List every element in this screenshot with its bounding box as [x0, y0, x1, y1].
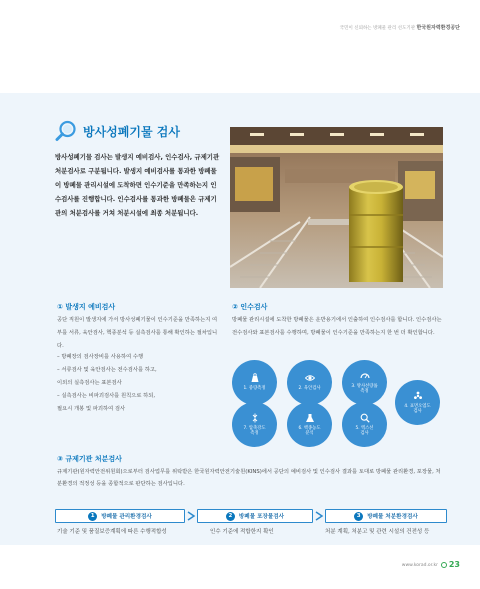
process-step-1 — [232, 360, 277, 405]
process-step-label: 2. 육안검사 — [298, 386, 321, 392]
gauge-icon — [360, 371, 370, 381]
facility-photo — [230, 127, 443, 288]
section3-heading: ③ 규제기관 처분검사 — [57, 455, 122, 463]
process-step-4 — [395, 380, 440, 425]
section1-heading: ① 발생지 예비검사 — [57, 303, 116, 311]
scale-icon — [250, 373, 260, 383]
section3-text: 규제기관(원자력안전위원회)으로부터 검사업무를 위탁받은 한국원자력안전기술원(KINS)에서 공단의 예비검사 및 인수검사 결과를 토대로 방폐물 관리환경, 포장물, 처분환경의 적정성 등을 종합적으로 판단하는 검사입니다. — [57, 469, 441, 487]
tagline-org: 한국원자력환경공단 — [416, 25, 460, 31]
page-title: 방사성폐기물 검사 — [83, 124, 180, 139]
process-step-label: 6. 핵종농도 분석 — [298, 425, 321, 436]
section1-text: 공단 직원이 발생지에 가서 방사성폐기물이 인수기준을 만족하는지 여부를 서류, 육안검사, 핵종분석 등 실측검사를 통해 확인하는 절차입니다. — [57, 317, 218, 349]
process-step-label: 7. 압축강도 측정 — [243, 425, 266, 436]
regulatory-steps — [55, 509, 447, 523]
step-number: 3 — [354, 512, 363, 521]
step-package — [197, 509, 313, 523]
process-step-5 — [342, 402, 387, 447]
process-step-2 — [287, 360, 332, 405]
list-item: – 방폐장의 검사장비를 사용하여 수행 — [57, 354, 144, 360]
process-step-6 — [287, 402, 332, 447]
process-step-7 — [232, 402, 277, 447]
step-number: 1 — [88, 512, 97, 521]
page-number: 23 — [448, 560, 460, 569]
process-step-label: 3. 방사선량률 측정 — [351, 383, 378, 394]
list-item: 이외의 실측검사는 표본검사 — [57, 380, 122, 386]
step-description: 처분 계획, 처분고 및 관련 시설의 건전성 등 — [325, 529, 430, 535]
step-number: 2 — [226, 512, 235, 521]
magnifier-icon — [55, 120, 77, 142]
eye-icon — [305, 373, 315, 383]
chevron-right-icon — [315, 511, 324, 521]
page-title-block — [55, 120, 180, 142]
step-label: 방폐물 포장물검사 — [238, 514, 285, 520]
step-label: 방폐물 처분환경검사 — [367, 514, 418, 520]
step-description: 기술 기준 및 품질보증계획에 따른 수행적합성 — [57, 529, 167, 535]
chevron-right-icon — [187, 511, 196, 521]
step-disposal-environment — [325, 509, 447, 523]
magnifier-icon — [360, 413, 370, 423]
footer-url: www.korad.or.kr — [401, 563, 438, 568]
process-step-label: 4. 표면오염도 검사 — [404, 403, 431, 414]
list-item: – 서류검사 및 육안검사는 전수검사를 하고, — [57, 367, 157, 373]
step-management-environment — [55, 509, 185, 523]
list-item: – 실측검사는 비파괴검사를 원칙으로 하되, — [57, 393, 156, 399]
section1-bullet-list — [57, 351, 157, 416]
section2-heading: ② 인수검사 — [232, 303, 268, 311]
intro-paragraph: 방사성폐기물 검사는 발생지 예비검사, 인수검사, 규제기관 처분검사로 구분됩니다. 발생지 예비검사를 통과한 방폐물이 방폐물 관리시설에 도착하면 인수기준을 만족하는지 인수검사를 진행합니다. 인수검사를 통과한 방폐물은 규제기관의 처분검사를 거쳐 처분시설에 최종 처분됩니다. — [55, 153, 220, 217]
list-item: 필요시 개봉 및 파괴하여 검사 — [57, 406, 126, 412]
compress-icon — [250, 413, 260, 423]
process-step-3 — [342, 360, 387, 405]
atom-icon — [413, 391, 423, 401]
footer-circle-icon — [441, 562, 447, 568]
process-step-label: 5. 엑스선 검사 — [355, 425, 374, 436]
header-tagline — [340, 24, 460, 31]
step-label: 방폐물 관리환경검사 — [101, 514, 152, 520]
flask-icon — [305, 413, 315, 423]
step-description: 인수 기준에 적합한지 확인 — [210, 529, 274, 535]
process-step-label: 1. 중량측정 — [243, 386, 266, 392]
tagline-light: 국민이 신뢰하는 방폐물 관리 선도기관 — [339, 26, 416, 31]
section2-text: 방폐물 관리시설에 도착한 방폐물은 운반용기에서 인출하여 인수검사를 합니다. 인수검사는 전수검사와 표본검사를 수행하며, 방폐물이 인수기준을 만족하는지 한 번 더 확인합니다. — [232, 317, 442, 336]
